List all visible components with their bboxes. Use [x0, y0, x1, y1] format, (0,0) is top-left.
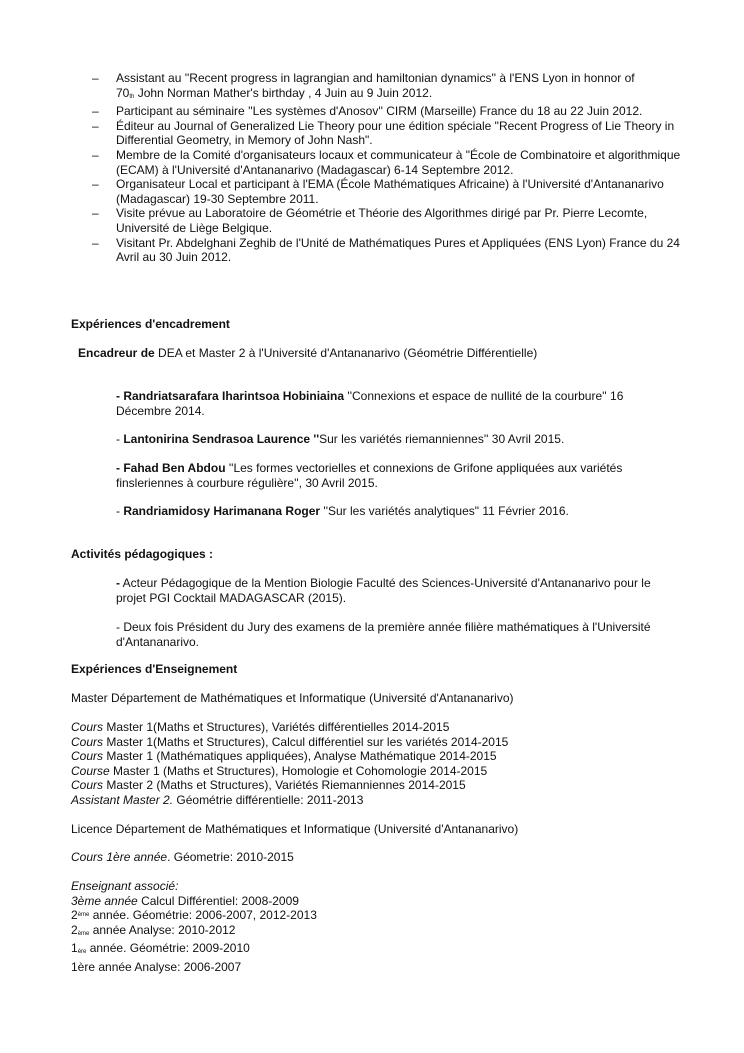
intro-text: DEA et Master 2 à l'Université d'Antananarivo (Géométrie Différentielle)	[154, 346, 538, 360]
course-type: Cours	[71, 734, 104, 749]
course-text: 1ère année Analyse: 2006-2007	[71, 959, 242, 974]
item-text: Visitant Pr. Abdelghani Zeghib de l'Unité de Mathématiques Pures et Appliquées (ENS Lyon) France du 24 Avril au 30 Juin 2012.	[116, 235, 680, 265]
licence-course	[71, 850, 294, 865]
intro-label: Encadreur de	[78, 346, 155, 360]
encadreur-intro	[78, 346, 698, 361]
course-type: Cours	[71, 749, 104, 764]
course-text: Géométrie différentielle: 2011-2013	[173, 792, 364, 807]
year-number: 2	[71, 922, 78, 937]
ordinal-suffix: th	[129, 93, 135, 100]
associate-label-text: Enseignant associé:	[71, 879, 179, 893]
thesis-title: ''Les formes vectorielles et connexions de Grifone appliquées aux variétés finsleriennes à courbure régulière'', 30 Avril 2015.	[116, 461, 623, 490]
course-type: 3ème année	[71, 893, 138, 908]
course-line	[71, 941, 317, 960]
bullet-dash: –	[92, 147, 99, 162]
course-line	[71, 764, 508, 779]
student-entry	[116, 461, 676, 490]
course-line	[71, 720, 508, 735]
section-heading-pedagogie: Activités pédagogiques :	[71, 547, 214, 561]
course-text: année Analyse: 2010-2012	[89, 922, 236, 937]
bullet-dash: –	[92, 177, 99, 192]
course-type: Assistant Master 2.	[71, 792, 174, 807]
year-number: 2	[71, 908, 78, 923]
dash-prefix: -	[116, 504, 124, 518]
course-text: année. Géométrie: 2009-2010	[86, 941, 250, 956]
course-type: Cours	[71, 778, 104, 793]
course-line	[71, 894, 317, 909]
licence-department-title: Licence Département de Mathématiques et Informatique (Université d'Antananarivo)	[71, 822, 519, 836]
course-type: Course	[71, 763, 110, 778]
thesis-title: ''Sur les variétés analytiques" 11 Février 2016.	[320, 504, 569, 518]
bullet-dash: –	[92, 71, 99, 85]
year-number: 1	[71, 941, 78, 956]
course-text: Master 1(Maths et Structures), Calcul différentiel sur les variétés 2014-2015	[103, 734, 509, 749]
list-item	[92, 206, 682, 235]
course-text: . Géometrie: 2010-2015	[167, 850, 294, 864]
course-line	[71, 735, 508, 750]
thesis-title: Sur les variétés riemanniennes'' 30 Avril 2015.	[319, 432, 565, 446]
activities-list	[92, 71, 682, 265]
student-name: Randriamidosy Harimanana Roger	[123, 504, 321, 518]
course-type: Cours	[71, 720, 104, 734]
list-item	[92, 119, 682, 148]
item-text: Assistant au ''Recent progress in lagrangian and hamiltonian dynamics'' à l'ENS Lyon in honnor of	[116, 71, 635, 85]
bullet-dash: –	[92, 206, 99, 221]
list-item	[92, 177, 682, 206]
associate-teaching	[71, 879, 317, 975]
course-line	[71, 923, 317, 942]
associate-label	[71, 879, 317, 894]
list-item	[92, 236, 682, 265]
student-entry	[116, 432, 676, 447]
course-line	[71, 778, 508, 793]
course-text: année. Géométrie: 2006-2007, 2012-2013	[89, 908, 317, 923]
ordinal-suffix: ème	[77, 930, 90, 937]
section-heading-encadrement: Expériences d'encadrement	[71, 317, 230, 331]
list-item	[92, 71, 682, 104]
bullet-dash: –	[92, 118, 99, 133]
item-text: Membre de la Comité d'organisateurs locaux et communicateur à "École de Combinatoire et algorithmique (ECAM) à l'Université d'Antananarivo (Madagascar) 6-14 Septembre 2012.	[116, 147, 681, 177]
item-text: John Norman Mather's birthday , 4 Juin au 9 Juin 2012.	[134, 85, 433, 100]
course-line	[71, 749, 508, 764]
thesis-title: ''Connexions et espace de nullité de la courbure'' 16 Décembre 2014.	[116, 389, 624, 418]
course-line	[71, 960, 317, 975]
bullet-dash: –	[92, 104, 99, 119]
course-text: Calcul Différentiel: 2008-2009	[137, 893, 299, 908]
pedagogy-item: - Deux fois Président du Jury des examens de la première année filière mathématiques à l'Université d'Antananarivo.	[116, 620, 651, 649]
student-entry	[116, 504, 676, 519]
item-text: Participant au séminaire ''Les systèmes d'Anosov'' CIRM (Marseille) France du 18 au 22 Juin 2012.	[116, 104, 643, 119]
course-line	[71, 793, 508, 808]
student-name: Lantonirina Sendrasoa Laurence ''	[123, 432, 320, 446]
master-courses	[71, 720, 508, 808]
pedagogy-item	[116, 576, 676, 605]
bullet-dash: –	[92, 235, 99, 250]
course-text: Master 2 (Maths et Structures), Variétés Riemanniennes 2014-2015	[103, 778, 466, 793]
ordinal-suffix: ère	[77, 949, 87, 956]
dash-prefix: -	[116, 432, 124, 446]
student-name: - Randriatsarafara Iharintsoa Hobiniaina	[116, 389, 345, 403]
course-line	[71, 908, 317, 923]
item-text: Visite prévue au Laboratoire de Géométrie et Théorie des Algorithmes dirigé par Pr. Pierre Lecomte, Université de Liège Belgique.	[116, 206, 648, 235]
list-item	[92, 148, 682, 177]
list-item	[92, 104, 682, 119]
item-number: 70	[116, 85, 130, 100]
master-department-title: Master Département de Mathématiques et Informatique (Université d'Antananarivo)	[71, 691, 514, 705]
student-entry	[116, 389, 676, 418]
dash-prefix: -	[116, 576, 120, 590]
student-name: - Fahad Ben Abdou	[116, 461, 226, 475]
section-heading-enseignement: Expériences d'Enseignement	[71, 662, 238, 676]
course-text: Master 1(Maths et Structures), Variétés différentielles 2014-2015	[103, 720, 450, 734]
course-text: Master 1 (Maths et Structures), Homologie et Cohomologie 2014-2015	[109, 763, 488, 778]
course-type: Cours 1ère année	[71, 850, 168, 864]
ordinal-suffix: ème	[77, 912, 90, 919]
course-text: Master 1 (Mathématiques appliquées), Analyse Mathématique 2014-2015	[103, 749, 497, 764]
item-text: Éditeur au Journal of Generalized Lie Theory pour une édition spéciale "Recent Progress of Lie Theory in Differential Geometry, in Memory of John Nash".	[116, 118, 675, 148]
item-text: Organisateur Local et participant à l'EMA (École Mathématiques Africaine) à l'Université d'Antananarivo (Madagascar) 19-30 Septembre 2011.	[116, 177, 664, 206]
item-text: Acteur Pédagogique de la Mention Biologie Faculté des Sciences-Université d'Antananarivo pour le projet PGI Cocktail MADAGASCAR (2015).	[116, 576, 651, 605]
